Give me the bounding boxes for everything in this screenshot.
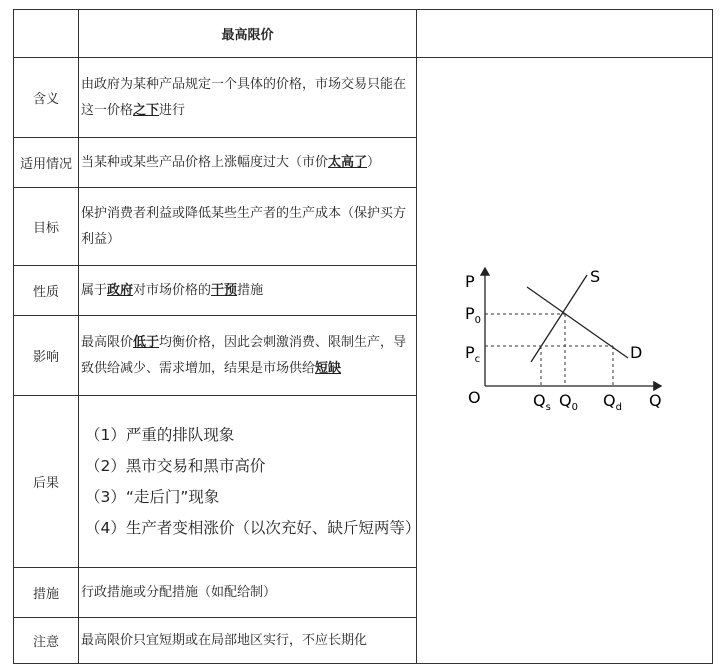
row-content-consequence — [79, 396, 421, 567]
origin-label: O — [468, 388, 481, 407]
row-label-applicable — [14, 138, 78, 187]
body-text: 行政措施或分配措施（如配给制） — [81, 584, 277, 600]
label-text: 性质 — [32, 285, 59, 300]
consequence-item: （1）严重的排队现象 — [85, 425, 235, 444]
supply-curve — [531, 275, 587, 362]
label-text: 注意 — [32, 635, 59, 650]
body-text: 最高限价只宜短期或在局部地区实行，不应长期化 — [81, 632, 368, 648]
label-text: 后果 — [32, 476, 59, 491]
body-text: 最高限价 — [81, 334, 134, 350]
row-content-applicable — [79, 138, 416, 187]
label-text: 措施 — [32, 587, 59, 602]
axis-label-q: Q — [649, 391, 662, 410]
q0-label: $Q_0$ — [559, 391, 578, 413]
body-text: 对市场价格的 — [133, 282, 212, 298]
row-label-meaning — [14, 58, 78, 137]
row-content-note — [79, 618, 416, 663]
pc-label: $P_c$ — [465, 343, 481, 365]
row-content-meaning — [79, 58, 416, 137]
row-label-goal — [14, 188, 78, 265]
emphasis-text: 低于 — [133, 334, 160, 350]
emphasis-text: 干预 — [211, 282, 238, 298]
body-text: 当某种或某些产品价格上涨幅度过大（市价 — [81, 154, 329, 170]
supply-label: S — [590, 267, 601, 286]
table-header — [79, 10, 416, 57]
body-text: 由政府为某种产品规定一个具体的价格，市场交易只能在这一价格 — [81, 76, 407, 118]
row-label-consequence — [14, 396, 78, 567]
emphasis-text: 太高了 — [328, 154, 368, 170]
row-content-impact — [79, 316, 416, 395]
axis-label-p: P — [465, 272, 475, 291]
row-label-impact — [14, 316, 78, 395]
emphasis-text: 政府 — [107, 282, 134, 298]
row-label-measure — [14, 568, 78, 617]
table-border-bottom — [13, 663, 713, 664]
demand-label: D — [630, 343, 643, 362]
qs-label: $Q_s$ — [533, 391, 551, 413]
consequence-item: （3）“走后门”现象 — [85, 487, 220, 506]
row-label-nature — [14, 266, 78, 315]
body-text: 保护消费者利益或降低某些生产者的生产成本（保护买方利益） — [81, 205, 407, 247]
label-text: 目标 — [32, 221, 59, 236]
consequence-item: （2）黑市交易和黑市高价 — [85, 456, 266, 475]
body-text: 属于 — [81, 282, 108, 298]
emphasis-text: 之下 — [133, 102, 160, 118]
row-content-goal — [79, 188, 416, 265]
label-text: 影响 — [32, 350, 59, 365]
header-title: 最高限价 — [221, 28, 274, 43]
label-text: 含义 — [32, 92, 59, 107]
consequence-item: （4）生产者变相涨价（以次充好、缺斤短两等） — [85, 518, 421, 537]
body-text: 措施 — [237, 282, 264, 298]
body-text: 进行 — [159, 102, 186, 118]
row-content-nature — [79, 266, 416, 315]
qd-label: $Q_d$ — [603, 391, 622, 413]
body-text: ） — [367, 154, 381, 170]
p0-label: $P_0$ — [465, 304, 482, 326]
label-text: 适用情况 — [19, 157, 72, 172]
body-text: 均衡价格，因此会刺激消费、限制生产，导致供给减少、需求增加，结果是市场供给 — [81, 334, 407, 376]
row-content-measure — [79, 568, 416, 617]
price-ceiling-graph — [417, 58, 713, 663]
emphasis-text: 短缺 — [315, 360, 342, 376]
row-label-note — [14, 618, 78, 663]
